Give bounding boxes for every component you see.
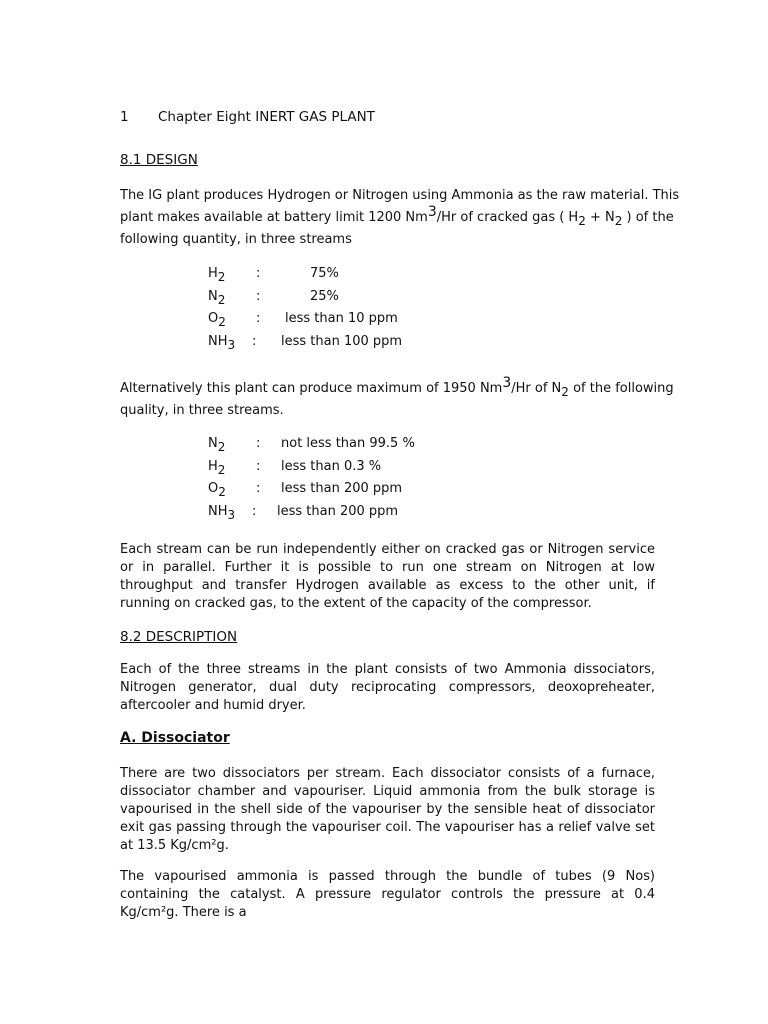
dissociator-paragraph-1: There are two dissociators per stream. Each dissociator consists of a furnace, dissociator chamber and vapouriser. Liquid ammonia from the bulk storage is vapourised in the shell side of the vapouriser by the sensible heat of dissociator exit gas passing through the vapouriser coil. The vapouriser has a relief valve set at 13.5 Kg/cm²g. xyxy=(120,766,655,853)
design-line-3: following quantity, in three streams xyxy=(120,232,352,247)
description-heading: 8.2 DESCRIPTION xyxy=(120,629,238,645)
chapter-title xyxy=(120,108,375,126)
alternative-line-1: Alternatively this plant can produce maximum of 1950 Nm$^3$/Hr of $N_2$ of the following xyxy=(120,375,674,399)
document-page: 1 Chapter Eight INERT GAS PLANT 8.1 DESIGN The IG plant produces Hydrogen or Nitrogen using Ammonia as the raw material. This plant makes available at battery limit 1200 Nm$^3$/Hr of cracked gas ( $H_2 + N_2$ ) of the following quantity, in three streams $H_2$ : 75% $N_2$ : 25% $O_2$ : less than 10 ppm $NH_3$ : less than 100 ppm Alternatively this plant can produce maximum of 1950 Nm$^3$/Hr of $N_2$ of the following quality, in three streams. $N_2$ : not less than 99.5 % $H_2$ : less than 0.3 % $O_2$ : less than 200 ppm $NH_3$ : less than 200 ppm Each stream can be run independently either on cracked gas or Nitrogen service or in parallel. Further it is possible to run one stream on Nitrogen at low throughput and transfer Hydrogen available as excess to the other unit, if running on cracked gas, to the extent of the capacity of the compressor. 8.2 DESCRIPTION Each of the three streams in the plant consists of two Ammonia dissociators, Nitrogen generator, dual duty reciprocating compressors, deoxopreheater, aftercooler and humid dryer. A. Dissociator There are two dissociators per stream. Each dissociator consists of a furnace, dissociator chamber and vapouriser. Liquid ammonia from the bulk storage is vapourised in the shell side of the vapouriser by the sensible heat of dissociator exit gas passing through the vapouriser coil. The vapouriser has a relief valve set at 13.5 Kg/cm²g. The vapourised ammonia is passed through the bundle of tubes (9 Nos) containing the catalyst. A pressure regulator controls the pressure at 0.4 Kg/cm²g. There is a xyxy=(120,109,680,920)
description-paragraph: Each of the three streams in the plant consists of two Ammonia dissociators, Nitrogen generator, dual duty reciprocating compressors, deoxopreheater, aftercooler and humid dryer. xyxy=(120,662,655,713)
chapter-number: 1 xyxy=(120,109,129,125)
dissociator-paragraph-2: The vapourised ammonia is passed through the bundle of tubes (9 Nos) containing the catalyst. A pressure regulator controls the pressure at 0.4 Kg/cm²g. There is a xyxy=(120,869,655,920)
each-stream-paragraph: Each stream can be run independently either on cracked gas or Nitrogen service or in parallel. Further it is possible to run one stream on Nitrogen at low throughput and transfer Hydrogen available as excess to the other unit, if running on cracked gas, to the extent of the capacity of the compressor. xyxy=(120,542,655,611)
design-heading: 8.1 DESIGN xyxy=(120,152,198,168)
design-line-2: plant makes available at battery limit 1200 Nm$^3$/Hr of cracked gas ( $H_2 + N_2$ ) of the xyxy=(120,204,674,228)
dissociator-heading: A. Dissociator xyxy=(120,730,230,746)
alternative-paragraph xyxy=(120,375,674,422)
design-line-1: The IG plant produces Hydrogen or Nitrogen using Ammonia as the raw material. This xyxy=(120,188,680,203)
chapter-title-text: Chapter Eight INERT GAS PLANT xyxy=(158,109,375,125)
design-paragraph xyxy=(120,185,680,251)
alternative-line-2: quality, in three streams. xyxy=(120,403,284,418)
